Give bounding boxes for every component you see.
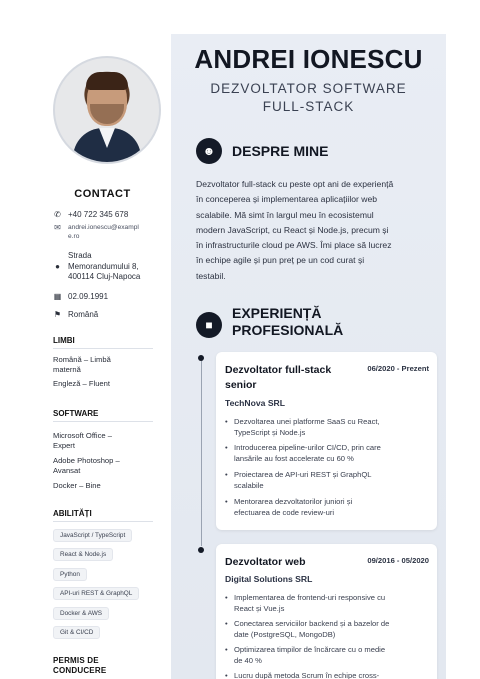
timeline-dot: [198, 547, 204, 553]
location-icon: ●: [55, 262, 60, 271]
job-title-line-1: DEZVOLTATOR SOFTWARE: [210, 81, 407, 96]
bullet-line: efectuarea de code review-uri: [234, 507, 335, 517]
bullet-line: de 40 %: [234, 655, 262, 665]
bullet-line: • Implementarea de frontend-uri responsive cu: [234, 593, 386, 602]
contact-address: [53, 251, 140, 283]
profile-photo: [53, 56, 161, 164]
software-item: Adobe Photoshop –: [53, 456, 120, 465]
briefcase-icon: ■: [196, 312, 222, 338]
about-line: în echipe agile și pun preț pe un cod curat și: [196, 255, 365, 266]
software-heading: SOFTWARE: [53, 409, 153, 422]
job-bullet: [225, 417, 439, 438]
experience-heading-line-2: PROFESIONALĂ: [232, 322, 344, 338]
bullet-line: • Dezvoltarea unei platforme SaaS cu React,: [234, 417, 380, 426]
job-title-line-2: senior: [225, 379, 257, 391]
phone-icon: ✆: [54, 210, 61, 219]
job-bullet: [225, 470, 439, 491]
contact-heading: CONTACT: [74, 188, 131, 200]
job-dates: 06/2020 - Prezent: [367, 364, 429, 373]
about-line: scalabile. Mă simt în largul meu în ecosistemul: [196, 209, 374, 220]
job-bullet: [225, 619, 439, 640]
software-item: Docker – Bine: [53, 481, 101, 490]
resume-page: [34, 34, 446, 679]
bullet-line: date (PostgreSQL, MongoDB): [234, 629, 336, 639]
email-text: andrei.ionescu@exampl: [68, 224, 139, 231]
bullet-line: • Introducerea pipeline-urilor CI/CD, prin care: [234, 443, 381, 452]
address-line-1: Strada: [68, 251, 92, 260]
software-item: Avansat: [53, 466, 81, 475]
address-line-2: Memorandumului 8,: [68, 261, 139, 271]
software-item: Expert: [53, 441, 75, 450]
bullet-line: • Proiectarea de API-uri REST și GraphQL: [234, 470, 372, 479]
address-line-3: 400114 Cluj-Napoca: [68, 272, 141, 281]
bullet-line: • Conectarea serviciilor backend și a bazelor de: [234, 619, 390, 628]
email-icon: ✉: [54, 223, 61, 232]
language-item: Română – Limbă: [53, 355, 111, 364]
language-item: Engleză – Fluent: [53, 379, 110, 388]
contact-nationality: [53, 310, 98, 321]
job-bullet: [225, 443, 439, 464]
contact-email[interactable]: [53, 224, 139, 241]
job-company: Digital Solutions SRL: [225, 574, 313, 584]
calendar-icon: ▦: [53, 292, 62, 301]
job-dates: 09/2016 - 05/2020: [367, 556, 429, 565]
bullet-line: React și Vue.js: [234, 603, 285, 613]
flag-icon: ⚑: [53, 310, 62, 319]
about-line: Dezvoltator full-stack cu peste opt ani de experiență: [196, 179, 394, 189]
about-line: în infrastructurile cloud pe AWS. Îmi place să lucrez: [196, 240, 392, 251]
job-title-line-2: FULL-STACK: [262, 99, 355, 114]
email-text-cont: e.ro: [68, 232, 80, 240]
bullet-line: lansările au fost accelerate cu 60 %: [234, 453, 354, 463]
timeline-dot: [198, 355, 204, 361]
about-heading: DESPRE MINE: [232, 143, 329, 159]
timeline-line: [201, 356, 202, 546]
job-title-text: Dezvoltator web: [225, 556, 306, 568]
license-heading: [53, 656, 106, 676]
skill-tag: JavaScript / TypeScript: [53, 529, 132, 542]
experience-heading-line-1: EXPERIENȚĂ: [232, 305, 322, 321]
bullet-line: • Mentorarea dezvoltatorilor juniori și: [234, 497, 353, 506]
job-title-line-1: Dezvoltator full-stack: [225, 364, 332, 376]
user-icon: ☻: [196, 138, 222, 164]
main-content: [171, 34, 446, 679]
skill-tag: React & Node.js: [53, 548, 113, 561]
software-item: Microsoft Office –: [53, 431, 112, 440]
license-heading-line-2: CONDUCERE: [53, 666, 107, 675]
job-title: [171, 80, 446, 116]
skill-tag: Git & CI/CD: [53, 626, 100, 639]
about-text: [196, 177, 436, 284]
bullet-line: TypeScript și Node.js: [234, 427, 306, 437]
contact-birthdate: [53, 292, 108, 303]
skill-tag: Docker & AWS: [53, 607, 109, 620]
bullet-line: • Optimizarea timpilor de încărcare cu o medie: [234, 645, 386, 654]
sidebar: [34, 34, 172, 679]
license-heading-line-1: PERMIS DE: [53, 656, 99, 665]
job-bullet: [225, 671, 439, 679]
job-bullet: [225, 497, 439, 518]
job-card: [216, 352, 437, 530]
experience-heading: [232, 305, 343, 339]
full-name: ANDREI IONESCU: [194, 44, 423, 74]
about-line: testabil.: [196, 270, 226, 281]
skill-tag: Python: [53, 568, 87, 581]
skill-tag: API-uri REST & GraphQL: [53, 587, 139, 600]
about-line: în conceperea și implementarea aplicațiilor web: [196, 194, 378, 205]
job-card: [216, 544, 437, 679]
about-line: modern JavaScript, cu React și Node.js, precum și: [196, 224, 389, 235]
job-bullet: [225, 645, 439, 666]
job-title-text: [225, 363, 331, 393]
nationality-text: Română: [68, 310, 99, 319]
bullet-line: • Lucru după metoda Scrum în echipe cross-: [234, 671, 380, 679]
phone-text: +40 722 345 678: [68, 210, 129, 219]
language-item: maternă: [53, 365, 81, 374]
languages-heading: LIMBI: [53, 336, 153, 349]
contact-phone: [53, 210, 128, 221]
birthdate-text: 02.09.1991: [68, 292, 109, 301]
job-bullet: [225, 593, 439, 614]
job-company: TechNova SRL: [225, 398, 286, 408]
skills-heading: ABILITĂȚI: [53, 509, 153, 522]
bullet-line: scalabile: [234, 480, 264, 490]
